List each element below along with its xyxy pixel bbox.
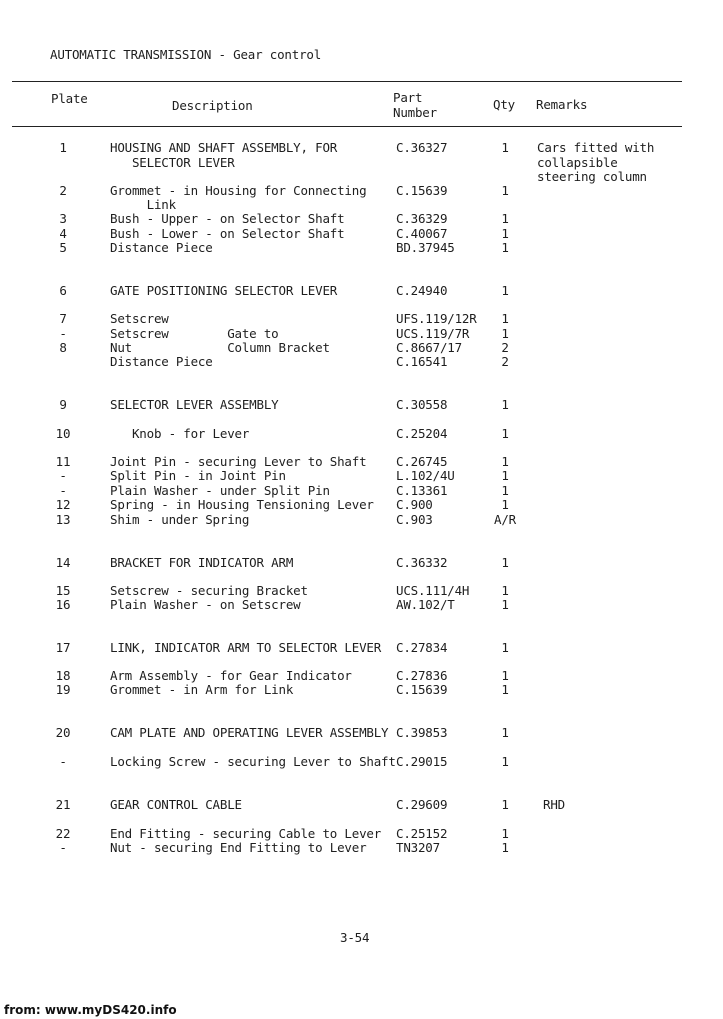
plate-cell: 13 — [55, 512, 71, 527]
description-cell: SELECTOR LEVER — [110, 155, 235, 170]
part-number-cell: C.27834 — [396, 640, 448, 655]
qty-cell: 1 — [501, 754, 509, 769]
part-number-cell: C.36327 — [396, 140, 448, 155]
plate-cell: 18 — [55, 668, 71, 683]
header-plate: Plate — [51, 91, 88, 106]
part-number-cell: C.29015 — [396, 754, 448, 769]
plate-cell: 8 — [59, 340, 67, 355]
qty-cell: 1 — [501, 826, 509, 841]
remarks-cell: RHD — [543, 797, 565, 812]
part-number-cell: C.903 — [396, 512, 433, 527]
part-number-cell: C.25152 — [396, 826, 448, 841]
description-cell: Nut Column Bracket — [110, 340, 330, 355]
description-cell: Split Pin - in Joint Pin — [110, 468, 286, 483]
part-number-cell: L.102/4U — [396, 468, 455, 483]
part-number-cell: C.39853 — [396, 725, 448, 740]
part-number-cell: C.13361 — [396, 483, 448, 498]
description-cell: Plain Washer - under Split Pin — [110, 483, 330, 498]
description-cell: HOUSING AND SHAFT ASSEMBLY, FOR — [110, 140, 338, 155]
description-cell: Setscrew — [110, 311, 169, 326]
remarks-cell: Cars fitted with — [537, 140, 655, 155]
plate-cell: 5 — [59, 240, 67, 255]
header-qty: Qty — [493, 97, 515, 112]
plate-cell: 3 — [59, 211, 67, 226]
qty-cell: 1 — [501, 140, 509, 155]
remarks-cell: steering column — [537, 169, 647, 184]
plate-cell: 20 — [55, 725, 71, 740]
description-cell: Distance Piece — [110, 354, 213, 369]
page-title: AUTOMATIC TRANSMISSION - Gear control — [50, 47, 322, 62]
part-number-cell: UFS.119/12R — [396, 311, 477, 326]
header-remarks: Remarks — [536, 97, 588, 112]
qty-cell: 1 — [501, 397, 509, 412]
page-number: 3-54 — [340, 930, 370, 945]
qty-cell: 1 — [501, 840, 509, 855]
description-cell: Distance Piece — [110, 240, 213, 255]
part-number-cell: C.36332 — [396, 555, 448, 570]
description-cell: Link — [110, 197, 176, 212]
qty-cell: 1 — [501, 682, 509, 697]
description-cell: Locking Screw - securing Lever to Shaft — [110, 754, 396, 769]
description-cell: Bush - Upper - on Selector Shaft — [110, 211, 345, 226]
part-number-cell: C.30558 — [396, 397, 448, 412]
part-number-cell: C.26745 — [396, 454, 448, 469]
plate-cell: - — [59, 468, 67, 483]
description-cell: BRACKET FOR INDICATOR ARM — [110, 555, 294, 570]
qty-cell: 2 — [501, 340, 509, 355]
qty-cell: 1 — [501, 555, 509, 570]
part-number-cell: C.15639 — [396, 682, 448, 697]
plate-cell: 11 — [55, 454, 71, 469]
description-cell: Nut - securing End Fitting to Lever — [110, 840, 367, 855]
description-cell: Bush - Lower - on Selector Shaft — [110, 226, 345, 241]
description-cell: Setscrew - securing Bracket — [110, 583, 308, 598]
qty-cell: 1 — [501, 426, 509, 441]
plate-cell: - — [59, 840, 67, 855]
plate-cell: 14 — [55, 555, 71, 570]
description-cell: Grommet - in Arm for Link — [110, 682, 294, 697]
plate-cell: 2 — [59, 183, 67, 198]
qty-cell: 1 — [501, 797, 509, 812]
header-top-rule — [12, 81, 682, 82]
plate-cell: 15 — [55, 583, 71, 598]
description-cell: SELECTOR LEVER ASSEMBLY — [110, 397, 279, 412]
qty-cell: 1 — [501, 497, 509, 512]
plate-cell: 6 — [59, 283, 67, 298]
qty-cell: 1 — [501, 483, 509, 498]
description-cell: GATE POSITIONING SELECTOR LEVER — [110, 283, 338, 298]
plate-cell: 19 — [55, 682, 71, 697]
part-number-cell: C.29609 — [396, 797, 448, 812]
description-cell: Joint Pin - securing Lever to Shaft — [110, 454, 367, 469]
qty-cell: 1 — [501, 283, 509, 298]
plate-cell: - — [59, 483, 67, 498]
remarks-cell: collapsible — [537, 155, 618, 170]
qty-cell: 1 — [501, 240, 509, 255]
plate-cell: 10 — [55, 426, 71, 441]
description-cell: Grommet - in Housing for Connecting — [110, 183, 367, 198]
part-number-cell: C.24940 — [396, 283, 448, 298]
plate-cell: 12 — [55, 497, 71, 512]
qty-cell: 1 — [501, 326, 509, 341]
qty-cell: 1 — [501, 183, 509, 198]
description-cell: Spring - in Housing Tensioning Lever — [110, 497, 374, 512]
qty-cell: 1 — [501, 211, 509, 226]
part-number-cell: C.900 — [396, 497, 433, 512]
qty-cell: 1 — [501, 668, 509, 683]
description-cell: Plain Washer - on Setscrew — [110, 597, 301, 612]
qty-cell: 1 — [501, 725, 509, 740]
header-part-line2: Number — [393, 105, 437, 120]
plate-cell: - — [59, 326, 67, 341]
plate-cell: 7 — [59, 311, 67, 326]
header-description: Description — [172, 98, 253, 113]
part-number-cell: AW.102/T — [396, 597, 455, 612]
qty-cell: 1 — [501, 454, 509, 469]
description-cell: GEAR CONTROL CABLE — [110, 797, 242, 812]
part-number-cell: C.40067 — [396, 226, 448, 241]
description-cell: Shim - under Spring — [110, 512, 250, 527]
qty-cell: 1 — [501, 640, 509, 655]
description-cell: CAM PLATE AND OPERATING LEVER ASSEMBLY — [110, 725, 389, 740]
description-cell: LINK, INDICATOR ARM TO SELECTOR LEVER — [110, 640, 382, 655]
part-number-cell: BD.37945 — [396, 240, 455, 255]
plate-cell: 22 — [55, 826, 71, 841]
plate-cell: 21 — [55, 797, 71, 812]
qty-cell: 2 — [501, 354, 509, 369]
part-number-cell: C.8667/17 — [396, 340, 462, 355]
source-footer: from: www.myDS420.info — [4, 1003, 177, 1017]
plate-cell: - — [59, 754, 67, 769]
part-number-cell: C.25204 — [396, 426, 448, 441]
description-cell: End Fitting - securing Cable to Lever — [110, 826, 382, 841]
qty-cell: 1 — [501, 597, 509, 612]
description-cell: Arm Assembly - for Gear Indicator — [110, 668, 352, 683]
description-cell: Knob - for Lever — [110, 426, 250, 441]
header-bottom-rule — [12, 126, 682, 127]
part-number-cell: UCS.111/4H — [396, 583, 470, 598]
header-part-line1: Part — [393, 90, 423, 105]
part-number-cell: C.27836 — [396, 668, 448, 683]
part-number-cell: UCS.119/7R — [396, 326, 470, 341]
plate-cell: 4 — [59, 226, 67, 241]
part-number-cell: TN3207 — [396, 840, 440, 855]
part-number-cell: C.15639 — [396, 183, 448, 198]
plate-cell: 1 — [59, 140, 67, 155]
part-number-cell: C.36329 — [396, 211, 448, 226]
plate-cell: 17 — [55, 640, 71, 655]
qty-cell: A/R — [494, 512, 516, 527]
plate-cell: 9 — [59, 397, 67, 412]
part-number-cell: C.16541 — [396, 354, 448, 369]
qty-cell: 1 — [501, 311, 509, 326]
qty-cell: 1 — [501, 583, 509, 598]
qty-cell: 1 — [501, 468, 509, 483]
description-cell: Setscrew Gate to — [110, 326, 279, 341]
qty-cell: 1 — [501, 226, 509, 241]
plate-cell: 16 — [55, 597, 71, 612]
